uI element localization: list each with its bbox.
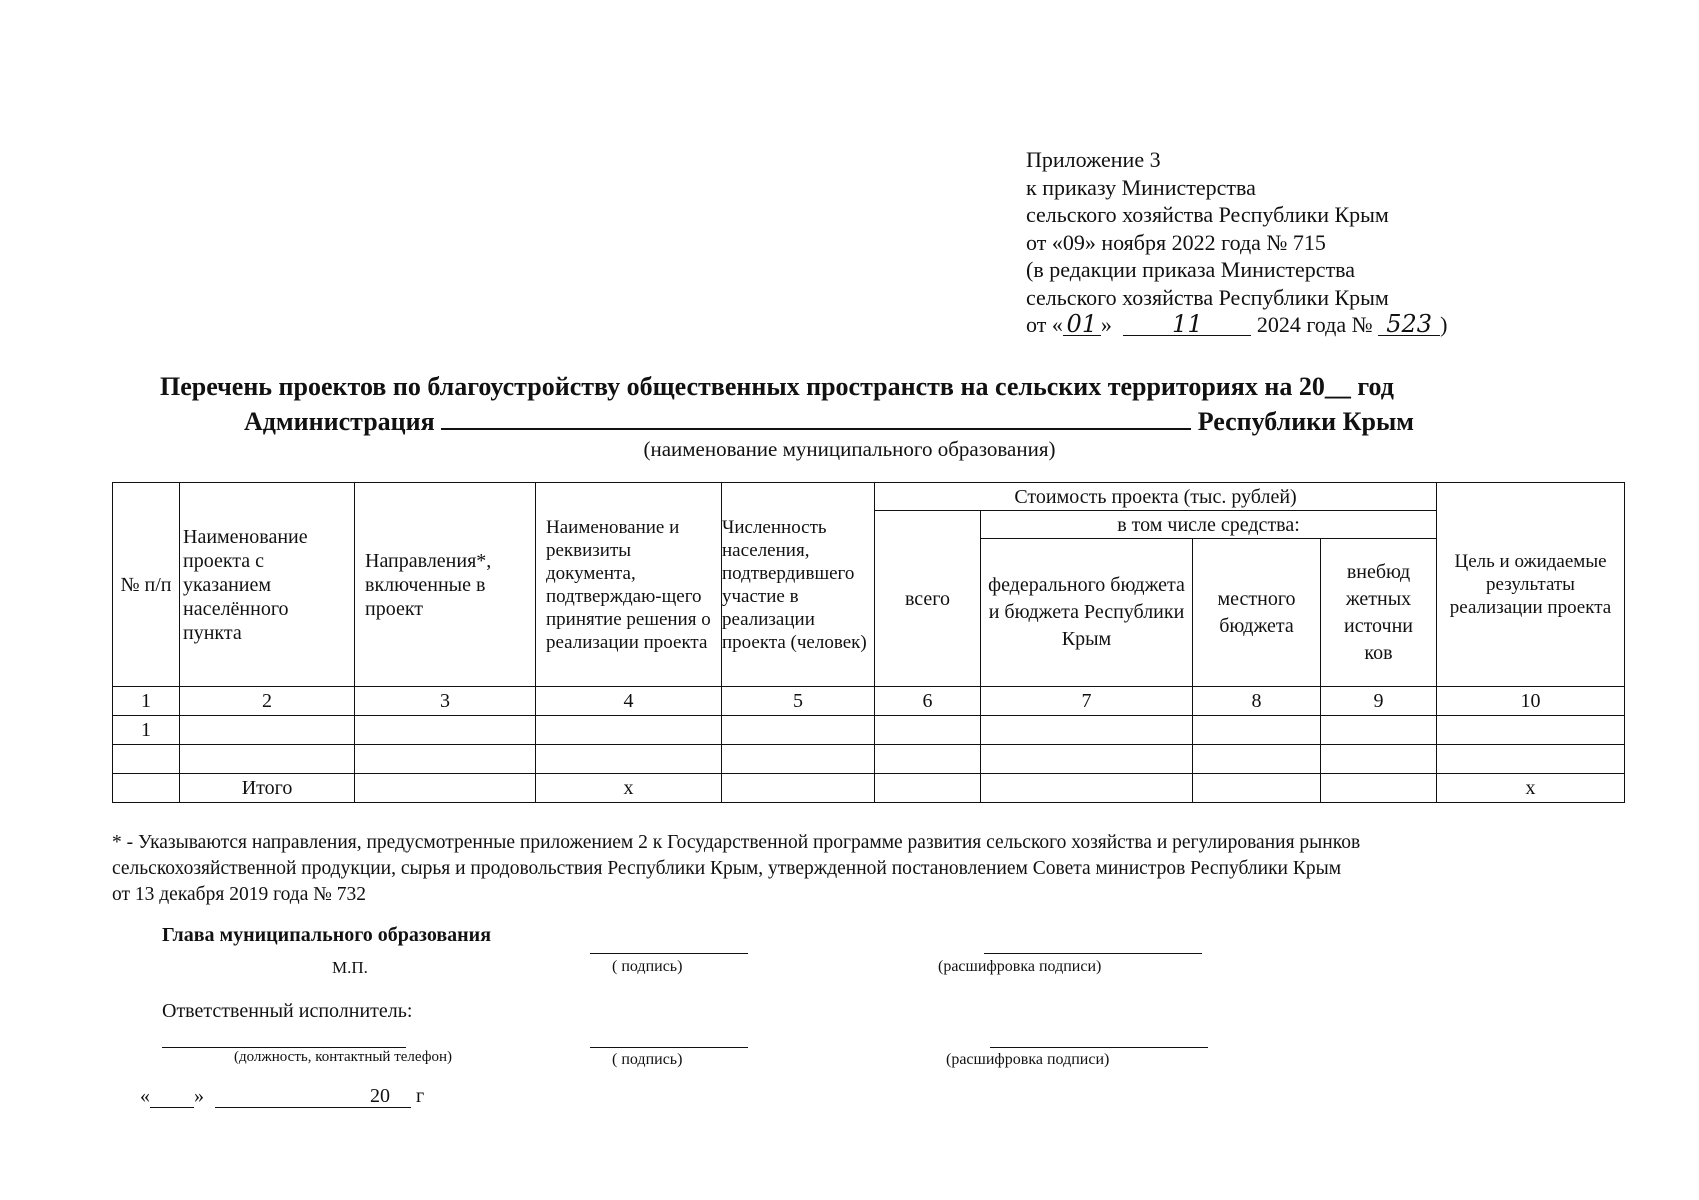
col-number: 9 xyxy=(1321,687,1437,716)
table-cell xyxy=(1193,716,1321,745)
table-row xyxy=(113,745,1625,774)
header-num: № п/п xyxy=(113,483,180,687)
total-goal-mark: х xyxy=(1437,774,1625,803)
executor-signature-caption: ( подпись) xyxy=(612,1051,683,1068)
appendix-line-1: Приложение 3 xyxy=(1026,147,1161,172)
appendix-line-5: (в редакции приказа Министерства xyxy=(1026,257,1356,282)
table-cell xyxy=(875,774,981,803)
table-cell xyxy=(722,716,875,745)
header-including: в том числе средства: xyxy=(981,511,1437,539)
head-signature-line xyxy=(590,953,748,954)
table-cell xyxy=(113,745,180,774)
table-cell xyxy=(1193,745,1321,774)
row-number: 1 xyxy=(113,716,180,745)
table-cell xyxy=(722,745,875,774)
table-cell xyxy=(355,745,536,774)
appendix-line-3: сельского хозяйства Республики Крым xyxy=(1026,202,1389,227)
appendix-date-mid: » xyxy=(1100,312,1112,337)
executor-position-line xyxy=(162,1047,406,1048)
table-cell xyxy=(536,745,722,774)
date-year-blank xyxy=(395,1085,411,1108)
executor-decode-line xyxy=(990,1047,1208,1048)
administration-label: Администрация xyxy=(244,407,435,436)
col-number: 3 xyxy=(355,687,536,716)
appendix-date-day: 01 xyxy=(1063,313,1101,336)
table-cell xyxy=(1193,774,1321,803)
executor-label: Ответственный исполнитель: xyxy=(162,1000,413,1022)
header-project-name: Наименование проекта с указанием населённого пункта xyxy=(180,483,355,687)
appendix-date-prefix: от « xyxy=(1026,312,1063,337)
col-number: 10 xyxy=(1437,687,1625,716)
republic-label: Республики Крым xyxy=(1197,407,1414,436)
total-doc-mark: х xyxy=(536,774,722,803)
document-title: Перечень проектов по благоустройству общественных пространств на сельских территориях на 20__ год xyxy=(160,372,1394,401)
appendix-block xyxy=(1026,146,1447,339)
date-day-blank xyxy=(150,1085,194,1108)
footnote-line-1: * - Указываются направления, предусмотренные приложением 2 к Государственной программе развития сельского хозяйства и регулирования рынков xyxy=(112,832,1361,853)
header-total: всего xyxy=(875,511,981,687)
footnote-line-3: от 13 декабря 2019 года № 732 xyxy=(112,884,366,905)
appendix-line-7 xyxy=(1026,311,1447,339)
date-open-quote: « xyxy=(140,1085,150,1107)
table-cell xyxy=(180,716,355,745)
head-label: Глава муниципального образования xyxy=(162,924,492,946)
total-row xyxy=(113,774,1625,803)
table-cell xyxy=(1321,716,1437,745)
head-signature-caption: ( подпись) xyxy=(612,958,683,975)
appendix-line-4: от «09» ноября 2022 года № 715 xyxy=(1026,229,1326,255)
table-cell xyxy=(536,716,722,745)
appendix-line-6: сельского хозяйства Республики Крым xyxy=(1026,284,1389,310)
appendix-line-2: к приказу Министерства xyxy=(1026,174,1256,200)
executor-decode-caption: (расшифровка подписи) xyxy=(946,1051,1110,1068)
appendix-date-month: 11 xyxy=(1123,313,1251,336)
col-number: 1 xyxy=(113,687,180,716)
appendix-date-year: 2024 года № xyxy=(1256,312,1373,337)
table-cell xyxy=(1321,745,1437,774)
table-cell xyxy=(355,774,536,803)
table-cell xyxy=(981,716,1193,745)
col-number: 8 xyxy=(1193,687,1321,716)
table-cell xyxy=(875,745,981,774)
table-row xyxy=(113,716,1625,745)
col-number: 7 xyxy=(981,687,1193,716)
header-cost: Стоимость проекта (тыс. рублей) xyxy=(875,483,1437,511)
date-year-prefix: 20 xyxy=(365,1085,395,1108)
executor-signature-line xyxy=(590,1047,748,1048)
table-cell xyxy=(1437,716,1625,745)
header-document: Наименование и реквизиты документа, подтверждаю-щего принятие решения о реализации проекта xyxy=(536,483,722,687)
table-cell xyxy=(355,716,536,745)
total-label: Итого xyxy=(180,774,355,803)
date-close-quote: » xyxy=(194,1085,204,1107)
stamp-mark: М.П. xyxy=(332,958,368,977)
municipality-caption: (наименование муниципального образования) xyxy=(643,437,1056,461)
header-goal: Цель и ожидаемые результаты реализации проекта xyxy=(1437,483,1625,687)
projects-table xyxy=(112,482,1625,803)
table-cell xyxy=(1321,774,1437,803)
footnote-line-2: сельскохозяйственной продукции, сырья и продовольствия Республики Крым, утвержденной постановлением Совета министров Республики Крым xyxy=(112,858,1342,879)
header-row-1 xyxy=(113,483,1625,511)
table-cell xyxy=(981,774,1193,803)
executor-position-caption: (должность, контактный телефон) xyxy=(234,1049,452,1065)
column-numbers-row xyxy=(113,687,1625,716)
date-month-blank xyxy=(215,1085,365,1108)
header-extra: внебюд жетных источни ков xyxy=(1321,539,1437,687)
table-cell xyxy=(113,774,180,803)
administration-line xyxy=(244,404,1414,437)
head-decode-caption: (расшифровка подписи) xyxy=(938,958,1102,975)
header-federal: федерального бюджета и бюджета Республики Крым xyxy=(981,539,1193,687)
table-cell xyxy=(180,745,355,774)
footnote xyxy=(112,830,1612,908)
header-local: местного бюджета xyxy=(1193,539,1321,687)
date-suffix: г xyxy=(416,1085,425,1107)
table-cell xyxy=(1437,745,1625,774)
table-cell xyxy=(981,745,1193,774)
date-line xyxy=(140,1085,424,1108)
header-population: Численность населения, подтвердившего участие в реализации проекта (человек) xyxy=(722,483,875,687)
appendix-order-number: 523 xyxy=(1378,313,1440,336)
head-decode-line xyxy=(984,953,1202,954)
col-number: 2 xyxy=(180,687,355,716)
table-cell xyxy=(875,716,981,745)
col-number: 5 xyxy=(722,687,875,716)
municipality-blank xyxy=(441,404,1191,430)
col-number: 4 xyxy=(536,687,722,716)
appendix-date-suffix: ) xyxy=(1440,312,1448,337)
col-number: 6 xyxy=(875,687,981,716)
header-directions: Направления*, включенные в проект xyxy=(355,483,536,687)
table-cell xyxy=(722,774,875,803)
